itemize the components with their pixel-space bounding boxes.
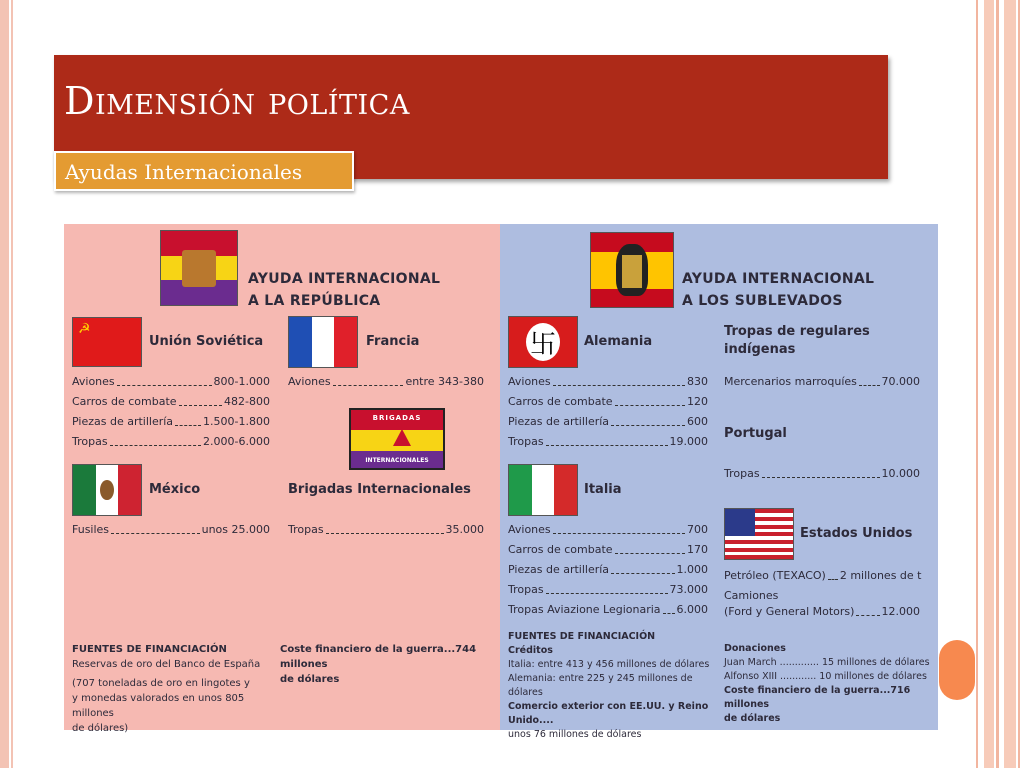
- row-mexico-fusiles: Fusiles unos 25.000: [72, 520, 270, 540]
- orange-circle-decoration: [939, 640, 975, 700]
- row-italy-aviazione: Tropas Aviazione Legionaria 6.000: [508, 600, 708, 620]
- country-mexico: México: [149, 482, 201, 497]
- country-brigadas: Brigadas Internacionales: [288, 482, 471, 497]
- rows-germany: [508, 372, 708, 452]
- flag-france-icon: [288, 316, 358, 368]
- row-france-aviones: Aviones entre 343-380: [288, 372, 484, 392]
- row-germany-tropas: Tropas 19.000: [508, 432, 708, 452]
- flag-brigadas-icon: BRIGADAS INTERNACIONALES: [349, 408, 445, 470]
- row-usa-camiones-title: Camiones: [724, 589, 779, 602]
- flag-germany-icon: 卐: [508, 316, 578, 368]
- right-stripes-decoration: [976, 0, 1024, 768]
- heading-sublevados: AYUDA INTERNACIONAL A LOS SUBLEVADOS: [682, 271, 875, 309]
- row-italy-carros: Carros de combate 170: [508, 540, 708, 560]
- aid-infographic: [64, 224, 938, 740]
- flag-republica-icon: [160, 230, 238, 306]
- row-italy-aviones: Aviones 700: [508, 520, 708, 540]
- row-ussr-aviones: Aviones 800-1.000: [72, 372, 270, 392]
- country-regulares: Tropas de regulares indígenas: [724, 324, 870, 357]
- flag-usa-icon: [724, 508, 794, 560]
- coste-republica: Coste financiero de la guerra...744 millones de dólares: [280, 644, 477, 685]
- row-brigadas-tropas: Tropas 35.000: [288, 520, 484, 540]
- row-usa-camiones: (Ford y General Motors) 12.000: [724, 602, 920, 622]
- financiacion-sublevados: FUENTES DE FINANCIACIÓN Créditos Italia: entre 413 y 456 millones de dólares Alemania: entre 225 y 245 millones de dólares Comercio exterior con EE.UU. y Reino Unido.... unos 76 millones de dólares: [508, 631, 710, 740]
- row-germany-aviones: Aviones 830: [508, 372, 708, 392]
- country-germany: Alemania: [584, 334, 653, 349]
- flag-mexico-icon: [72, 464, 142, 516]
- country-usa: Estados Unidos: [800, 526, 913, 541]
- rows-portugal: [724, 464, 920, 484]
- rows-france: [288, 372, 484, 392]
- slide-subtitle: Ayudas Internacionales: [65, 160, 303, 184]
- rows-mexico: [72, 520, 270, 540]
- rows-usa: [724, 566, 920, 622]
- rows-italy: [508, 520, 708, 620]
- heading-republica: AYUDA INTERNACIONAL A LA REPÚBLICA: [248, 271, 441, 309]
- left-border-line: [11, 0, 13, 768]
- country-portugal: Portugal: [724, 426, 787, 441]
- country-ussr: Unión Soviética: [149, 334, 264, 349]
- country-france: Francia: [366, 334, 420, 349]
- row-italy-artilleria: Piezas de artillería 1.000: [508, 560, 708, 580]
- row-ussr-artilleria: Piezas de artillería 1.500-1.800: [72, 412, 270, 432]
- row-regulares-mercenarios: Mercenarios marroquíes 70.000: [724, 372, 920, 392]
- slide-title: Dimensión política: [64, 79, 410, 123]
- row-germany-artilleria: Piezas de artillería 600: [508, 412, 708, 432]
- row-portugal-tropas: Tropas 10.000: [724, 464, 920, 484]
- country-italy: Italia: [584, 482, 622, 497]
- rows-regulares: [724, 372, 920, 392]
- row-ussr-carros: Carros de combate 482-800: [72, 392, 270, 412]
- row-ussr-tropas: Tropas 2.000-6.000: [72, 432, 270, 452]
- panel-sublevados: [500, 224, 938, 740]
- financiacion-republica: FUENTES DE FINANCIACIÓN Reservas de oro del Banco de España (707 toneladas de oro en lingotes y y monedas valorados en unos 805 millones de dólares): [72, 644, 261, 734]
- flag-sublevados-icon: [590, 232, 674, 308]
- flag-ussr-icon: ☭: [72, 317, 142, 367]
- panel-republica: [64, 224, 500, 734]
- donaciones-sublevados: Donaciones Juan March ............. 15 millones de dólares Alfonso XIII ............ 10 millones de dólares Coste financiero de la guerra...716 millones de dólares: [724, 643, 930, 724]
- subtitle-tab: [54, 151, 354, 191]
- row-usa-petroleo: Petróleo (TEXACO) 2 millones de t: [724, 566, 920, 586]
- row-italy-tropas: Tropas 73.000: [508, 580, 708, 600]
- rows-ussr: [72, 372, 270, 452]
- row-germany-carros: Carros de combate 120: [508, 392, 708, 412]
- rows-brigadas: [288, 520, 484, 540]
- left-border-decoration: [0, 0, 9, 768]
- flag-italy-icon: [508, 464, 578, 516]
